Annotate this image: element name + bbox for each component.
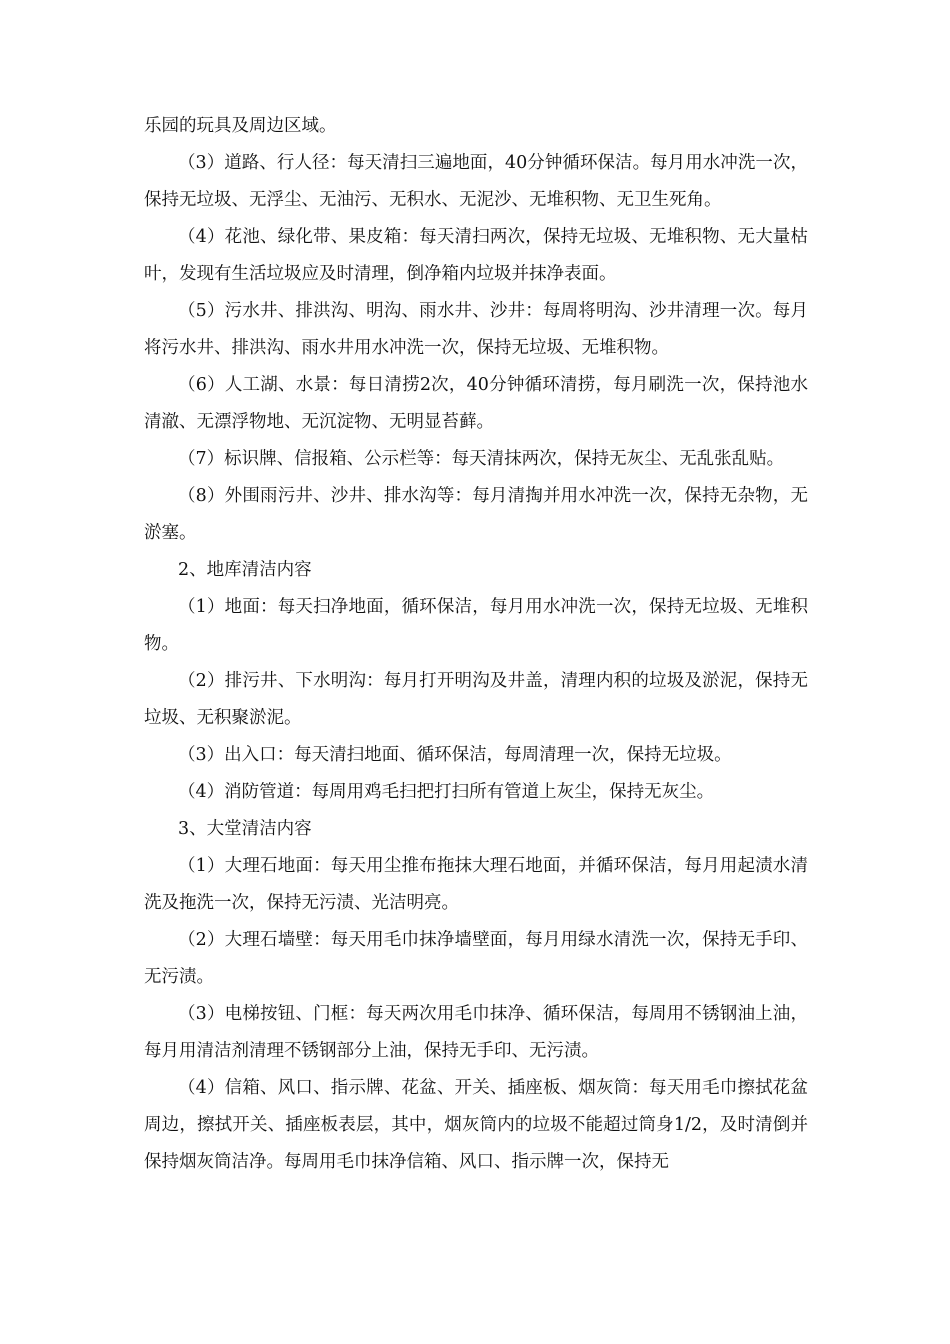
paragraph-outer-wells: （8）外围雨污井、沙井、排水沟等：每月清掏并用水冲洗一次，保持无杂物，无淤塞。 (144, 486, 808, 543)
paragraph-garage-drains: （2）排污井、下水明沟：每月打开明沟及井盖，清理内积的垃圾及淤泥，保持无垃圾、无积聚淤泥。 (144, 671, 808, 728)
section-heading-lobby: 3、大堂清洁内容 (178, 819, 312, 839)
paragraph-elevator: （3）电梯按钮、门框：每天两次用毛巾抹净、循环保洁，每周用不锈钢油上油，每月用清洁剂清理不锈钢部分上油，保持无手印、无污渍。 (144, 1004, 808, 1061)
paragraph-lake: （6）人工湖、水景：每日清捞2次，40分钟循环清捞，每月刷洗一次，保持池水清澈、无漂浮物地、无沉淀物、无明显苔藓。 (144, 375, 808, 432)
paragraph-garage-floor: （1）地面：每天扫净地面，循环保洁，每月用水冲洗一次，保持无垃圾、无堆积物。 (144, 597, 808, 654)
paragraph-marble-wall: （2）大理石墙壁：每天用毛巾抹净墙壁面，每月用绿水清洗一次，保持无手印、无污渍。 (144, 930, 808, 987)
paragraph-mailbox: （4）信箱、风口、指示牌、花盆、开关、插座板、烟灰筒：每天用毛巾擦拭花盆周边，擦拭开关、插座板表层，其中，烟灰筒内的垃圾不能超过筒身1/2，及时清倒并保持烟灰筒洁净。每周用毛巾抹净信箱、风口、指示牌一次，保持无 (144, 1078, 808, 1172)
paragraph-drains: （5）污水井、排洪沟、明沟、雨水井、沙井：每周将明沟、沙井清理一次。每月将污水井、排洪沟、雨水井用水冲洗一次，保持无垃圾、无堆积物。 (144, 301, 808, 358)
section-heading-garage: 2、地库清洁内容 (178, 560, 312, 580)
paragraph-flower-beds: （4）花池、绿化带、果皮箱：每天清扫两次，保持无垃圾、无堆积物、无大量枯叶，发现有生活垃圾应及时清理，倒净箱内垃圾并抹净表面。 (144, 227, 808, 284)
document-page (144, 108, 808, 1181)
paragraph-continuation: 乐园的玩具及周边区域。 (144, 116, 337, 136)
paragraph-roads: （3）道路、行人径：每天清扫三遍地面，40分钟循环保洁。每月用水冲洗一次，保持无垃圾、无浮尘、无油污、无积水、无泥沙、无堆积物、无卫生死角。 (144, 153, 808, 210)
paragraph-garage-entrance: （3）出入口：每天清扫地面、循环保洁，每周清理一次，保持无垃圾。 (178, 745, 732, 765)
paragraph-fire-pipes: （4）消防管道：每周用鸡毛扫把打扫所有管道上灰尘，保持无灰尘。 (178, 782, 715, 802)
paragraph-signs: （7）标识牌、信报箱、公示栏等：每天清抹两次，保持无灰尘、无乱张乱贴。 (178, 449, 785, 469)
paragraph-marble-floor: （1）大理石地面：每天用尘推布拖抹大理石地面，并循环保洁，每月用起渍水清洗及拖洗一次，保持无污渍、光洁明亮。 (144, 856, 808, 913)
